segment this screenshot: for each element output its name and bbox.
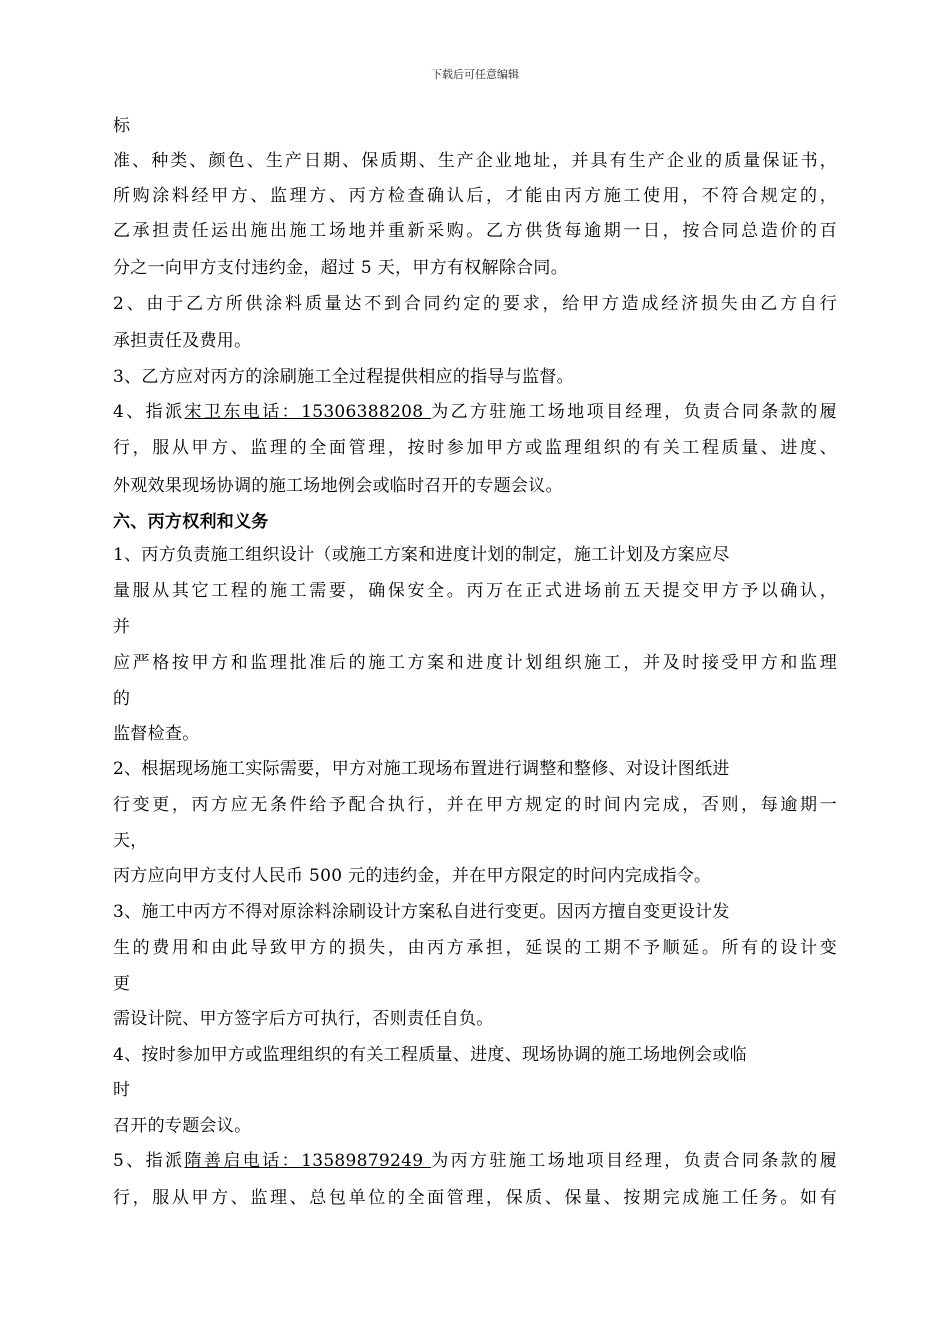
text-segment: 4、指派 [113,402,185,422]
text-line: 量服从其它工程的施工需要，确保安全。丙万在正式进场前五天提交甲方予以确认， [113,581,837,601]
text-line: 应严格按甲方和监理批准后的施工方案和进度计划组织施工，并及时接受甲方和监理 [113,653,837,673]
text-line: 更 [113,974,131,994]
text-line: 时 [113,1080,131,1100]
text-line: 所购涂料经甲方、监理方、丙方检查确认后，才能由丙方施工使用，不符合规定的， [113,186,837,206]
text-line: 的 [113,689,131,709]
text-line: 标 [113,116,131,136]
text-line: 天， [113,831,148,851]
text-line: 3、施工中丙方不得对原涂料涂刷设计方案私自进行变更。因丙方擅自变更设计发 [113,902,730,922]
page-header: 下载后可任意编辑 [431,68,519,81]
text-segment: 为乙方驻施工场地项目经理，负责合同条款的履 [431,402,837,422]
text-line: 3、乙方应对丙方的涂刷施工全过程提供相应的指导与监督。 [113,367,574,387]
text-line: 行，服从甲方、监理的全面管理，按时参加甲方或监理组织的有关工程质量、进度、 [113,438,837,458]
text-line: 4、按时参加甲方或监理组织的有关工程质量、进度、现场协调的施工场地例会或临 [113,1045,747,1065]
text-line: 丙方应向甲方支付人民币 500 元的违约金，并在甲方限定的时问内完成指令。 [113,866,712,886]
text-line: 外观效果现场协调的施工场地例会或临时召开的专题会议。 [113,476,563,496]
contact-info: 隋善启电话：13589879249 [184,1151,432,1171]
text-line: 需设计院、甲方签字后方可执行，否则责任自负。 [113,1009,494,1029]
text-line: 监督检查。 [113,724,200,744]
text-segment: 为丙方驻施工场地项目经理，负责合同条款的履 [431,1151,837,1171]
text-line: 生的费用和由此导致甲方的损失，由丙方承担，延误的工期不予顺延。所有的设计变 [113,938,837,958]
section-heading: 六、丙方权利和义务 [113,512,269,532]
text-line: 承担责任及费用。 [113,331,252,351]
text-line: 乙承担责任运出施出施工场地并重新采购。乙方供货每逾期一日，按合同总造价的百 [113,221,837,241]
text-line: 行变更，丙方应无条件给予配合执行，并在甲方规定的时间内完成，否则，每逾期一 [113,795,837,815]
text-line: 准、种类、颜色、生产日期、保质期、生产企业地址，并具有生产企业的质量保证书， [113,151,837,171]
text-line: 分之一向甲方支付违约金，超过 5 天，甲方有权解除合同。 [113,258,569,278]
text-line [113,1151,837,1171]
text-segment: 5、指派 [113,1151,185,1171]
text-line: 1、丙方负责施工组织设计（或施工方案和进度计划的制定，施工计划及方案应尽 [113,545,730,565]
text-line [113,402,837,422]
text-line: 2、由于乙方所供涂料质量达不到合同约定的要求，给甲方造成经济损失由乙方自行 [113,294,837,314]
text-line: 并 [113,617,131,637]
contact-info: 宋卫东电话：15306388208 [184,402,432,422]
text-line: 召开的专题会议。 [113,1116,252,1136]
text-line: 行，服从甲方、监理、总包单位的全面管理，保质、保量、按期完成施工任务。如有 [113,1188,837,1208]
text-line: 2、根据现场施工实际需要，甲方对施工现场布置进行调整和整修、对设计图纸进 [113,759,730,779]
